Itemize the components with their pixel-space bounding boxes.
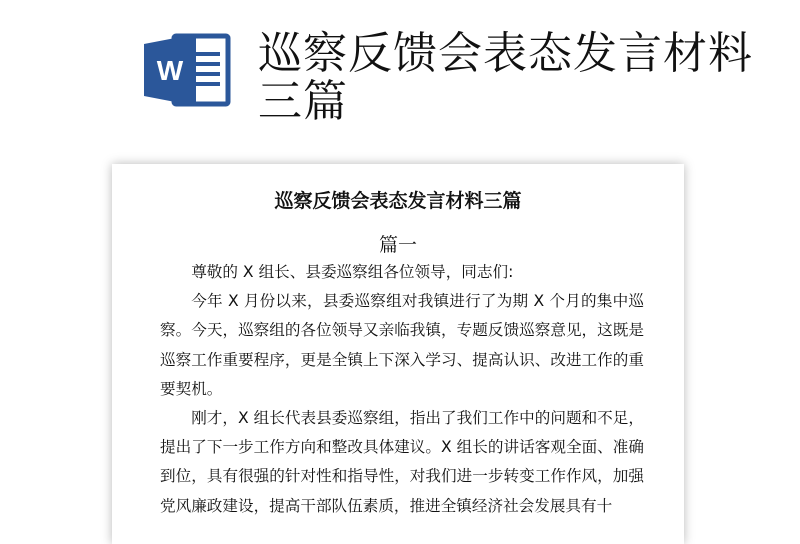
document-page	[112, 164, 684, 544]
document-body	[160, 258, 644, 521]
paragraph: 今年 X 月份以来，县委巡察组对我镇进行了为期 X 个月的集中巡察。今天，巡察组的各位领导又亲临我镇，专题反馈巡察意见，这既是巡察工作重要程序，更是全镇上下深入学习、提高认识、改进工作的重要契机。	[160, 292, 644, 398]
paragraph: 刚才，X 组长代表县委巡察组，指出了我们工作中的问题和不足，提出了下一步工作方向和整改具体建议。X 组长的讲话客观全面、准确到位，具有很强的针对性和指导性，对我们进一步转变工作作风，加强党风廉政建设，提高干部队伍素质，推进全镇经济社会发展具有十	[160, 409, 644, 515]
paragraph: 尊敬的 X 组长、县委巡察组各位领导，同志们:	[191, 263, 514, 281]
word-icon-letter: W	[156, 55, 184, 86]
banner	[0, 0, 800, 150]
document-title: 巡察反馈会表态发言材料三篇	[274, 190, 522, 212]
word-document-icon	[140, 30, 240, 110]
section-title: 篇一	[378, 234, 417, 256]
banner-title: 巡察反馈会表态发言材料三篇	[258, 28, 753, 127]
